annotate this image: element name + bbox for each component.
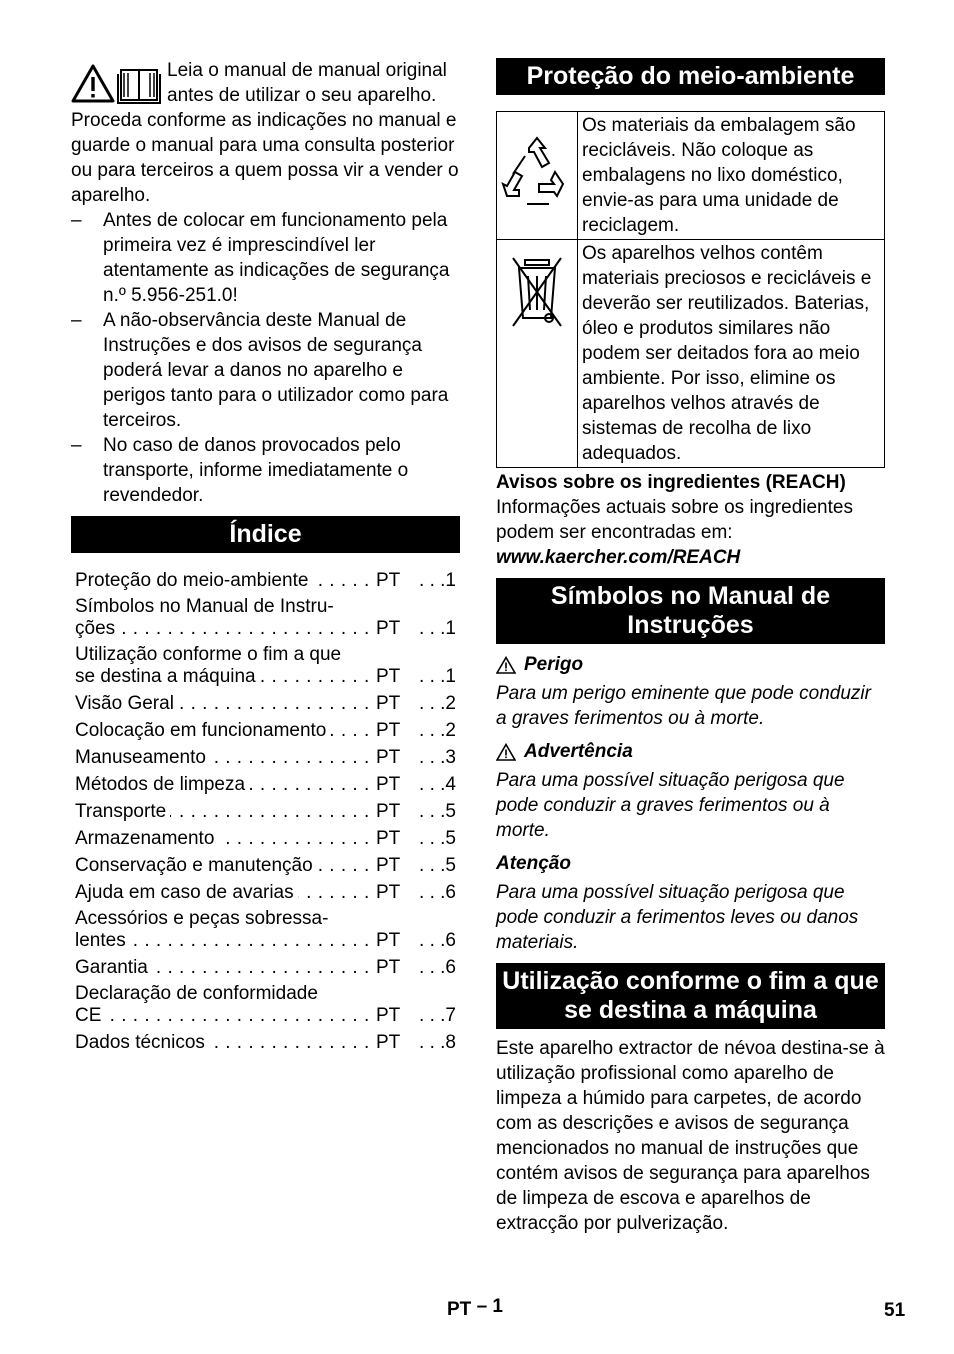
toc-entry[interactable] [75,929,456,953]
toc-entry-page: . . .6 [412,956,456,980]
toc-entry-title: CE [75,1005,105,1026]
toc-entry-page: . . .8 [412,1031,456,1055]
recycling-icon-cell [497,112,578,240]
footer-page-number: 51 [884,1300,906,1321]
crossed-bin-icon [509,254,565,330]
toc-entry[interactable] [75,1004,456,1028]
toc-entry-page: . . .5 [412,827,456,851]
toc-entry-page: . . .1 [412,665,456,689]
toc-entry-title: se destina a máquina [75,666,260,687]
toc-entry-lang: PT [370,854,412,878]
environment-heading: Proteção do meio-ambiente [496,58,885,95]
toc-entry-lang: PT [370,746,412,770]
toc-entry[interactable] [75,719,456,743]
toc-entry-lang: PT [370,881,412,905]
toc-entry[interactable] [75,692,456,716]
toc-entry-title: Garantia [75,957,152,978]
warning-label: Advertência [524,741,633,762]
toc-entry-title: Conservação e manutenção [75,855,317,876]
toc-entry[interactable] [75,956,456,980]
list-item: – Antes de colocar em funcionamento pela primeira vez é imprescindível ler atentamente as indicações de segurança n.º 5.956-251.0! [71,210,450,306]
toc-entry-lang: PT [370,1031,412,1055]
toc-entry-title: Visão Geral [75,693,178,714]
toc-entry-page: . . .7 [412,1004,456,1028]
toc-entry-lang: PT [370,1004,412,1028]
toc-entry-lang: PT [370,719,412,743]
toc-entry-lang: PT [370,956,412,980]
toc-entry-title: Proteção do meio-ambiente [75,570,312,591]
disposal-icon-cell [497,240,578,468]
toc-entry-title: Armazenamento [75,828,218,849]
environment-table [496,111,885,468]
toc-entry[interactable] [75,800,456,824]
footer-page-label: PT – 1 [447,1296,503,1320]
toc-entry-lang: PT [370,827,412,851]
toc-entry[interactable] [75,881,456,905]
toc-entry-line: Acessórios e peças sobressa- [75,908,329,929]
recycling-text: Os materiais da embalagem são recicláveis. Não coloque as embalagens no lixo doméstico, envie-as para uma unidade de reciclagem. [578,112,885,240]
intended-use-heading: Utilização conforme o fim a que se destina a máquina [496,963,885,1029]
toc-entry-lang: PT [370,617,412,641]
toc-entry-page: . . .2 [412,692,456,716]
intended-use-text: Este aparelho extractor de névoa destina-se à utilização profissional como aparelho de limpeza a húmido para carpetes, de acordo com as descrições e avisos de segurança mencionados no manual de instruções que contém avisos de segurança para aparelhos de limpeza de escova e aparelhos de extracção por pulverização. [496,1038,885,1234]
toc-entry[interactable] [75,827,456,851]
toc-heading: Índice [71,516,460,553]
toc-entry-page: . . .1 [412,617,456,641]
toc-entry-title: Ajuda em caso de avarias [75,882,298,903]
reach-text: Informações actuais sobre os ingredientes podem ser encontradas em: [496,497,853,543]
toc-entry-lang: PT [370,800,412,824]
left-column [71,58,460,1058]
list-item: – A não-observância deste Manual de Instruções e dos avisos de segurança poderá levar a danos no aparelho e perigos tanto para o utilizador como para terceiros. [71,310,449,431]
toc-entry-line: Utilização conforme o fim a que [75,644,342,665]
toc-entry-page: . . .2 [412,719,456,743]
table-of-contents [71,569,460,1055]
toc-entry-title: Transporte [75,801,170,822]
toc-entry-page: . . .6 [412,929,456,953]
toc-entry[interactable] [75,1031,456,1055]
reach-title: Avisos sobre os ingredientes (REACH) [496,472,846,493]
warning-manual-icon [71,62,161,104]
danger-heading [496,652,885,677]
warning-triangle-icon [496,743,516,761]
danger-label: Perigo [524,654,584,675]
recycling-icon [499,134,575,210]
toc-entry-line: Declaração de conformidade [75,983,318,1004]
intro-icons [71,62,161,108]
disposal-text: Os aparelhos velhos contêm materiais preciosos e recicláveis e deverão ser reutilizados. Baterias, óleo e produtos similares não podem ser deitados fora ao meio ambiente. Por isso, elimine os aparelhos velhos através de sistemas de recolha de lixo adequados. [578,240,885,468]
intro-list [71,208,460,508]
toc-entry-title: Manuseamento [75,747,210,768]
reach-link[interactable]: www.kaercher.com/REACH [496,547,741,568]
toc-entry-lang: PT [370,773,412,797]
right-column [496,58,885,1236]
toc-entry-line: Símbolos no Manual de Instru- [75,596,334,617]
toc-entry-title: ções [75,618,119,639]
toc-entry[interactable] [75,617,456,641]
toc-entry[interactable] [75,665,456,689]
list-item: – No caso de danos provocados pelo transporte, informe imediatamente o revendedor. [71,435,409,506]
toc-entry-page: . . .6 [412,881,456,905]
toc-entry-page: . . .3 [412,746,456,770]
toc-entry[interactable] [75,746,456,770]
intro-text: Leia o manual de manual original antes de utilizar o seu aparelho. Proceda conforme as indicações no manual e guarde o manual para uma consulta posterior ou para terceiros a quem possa vir a vender o aparelho. [71,60,459,206]
toc-entry[interactable] [75,569,456,593]
toc-entry-title: lentes [75,930,130,951]
toc-entry-page: . . .5 [412,800,456,824]
symbols-heading: Símbolos no Manual de Instruções [496,578,885,644]
toc-entry-lang: PT [370,929,412,953]
danger-text: Para um perigo eminente que pode conduzir a graves ferimentos ou à morte. [496,683,871,729]
toc-entry-title: Colocação em funcionamento [75,720,330,741]
toc-entry-title: Métodos de limpeza [75,774,249,795]
toc-entry-title: Dados técnicos [75,1032,209,1053]
toc-entry-page: . . .4 [412,773,456,797]
toc-entry[interactable] [75,854,456,878]
toc-entry[interactable] [75,773,456,797]
caution-label: Atenção [496,853,571,874]
warning-heading [496,739,885,764]
toc-entry-page: . . .1 [412,569,456,593]
toc-entry-page: . . .5 [412,854,456,878]
toc-entry-lang: PT [370,665,412,689]
toc-entry-lang: PT [370,692,412,716]
caution-text: Para uma possível situação perigosa que pode conduzir a ferimentos leves ou danos materiais. [496,882,859,953]
toc-entry-lang: PT [370,569,412,593]
warning-text: Para uma possível situação perigosa que pode conduzir a graves ferimentos ou à morte. [496,770,845,841]
warning-triangle-icon [496,656,516,674]
